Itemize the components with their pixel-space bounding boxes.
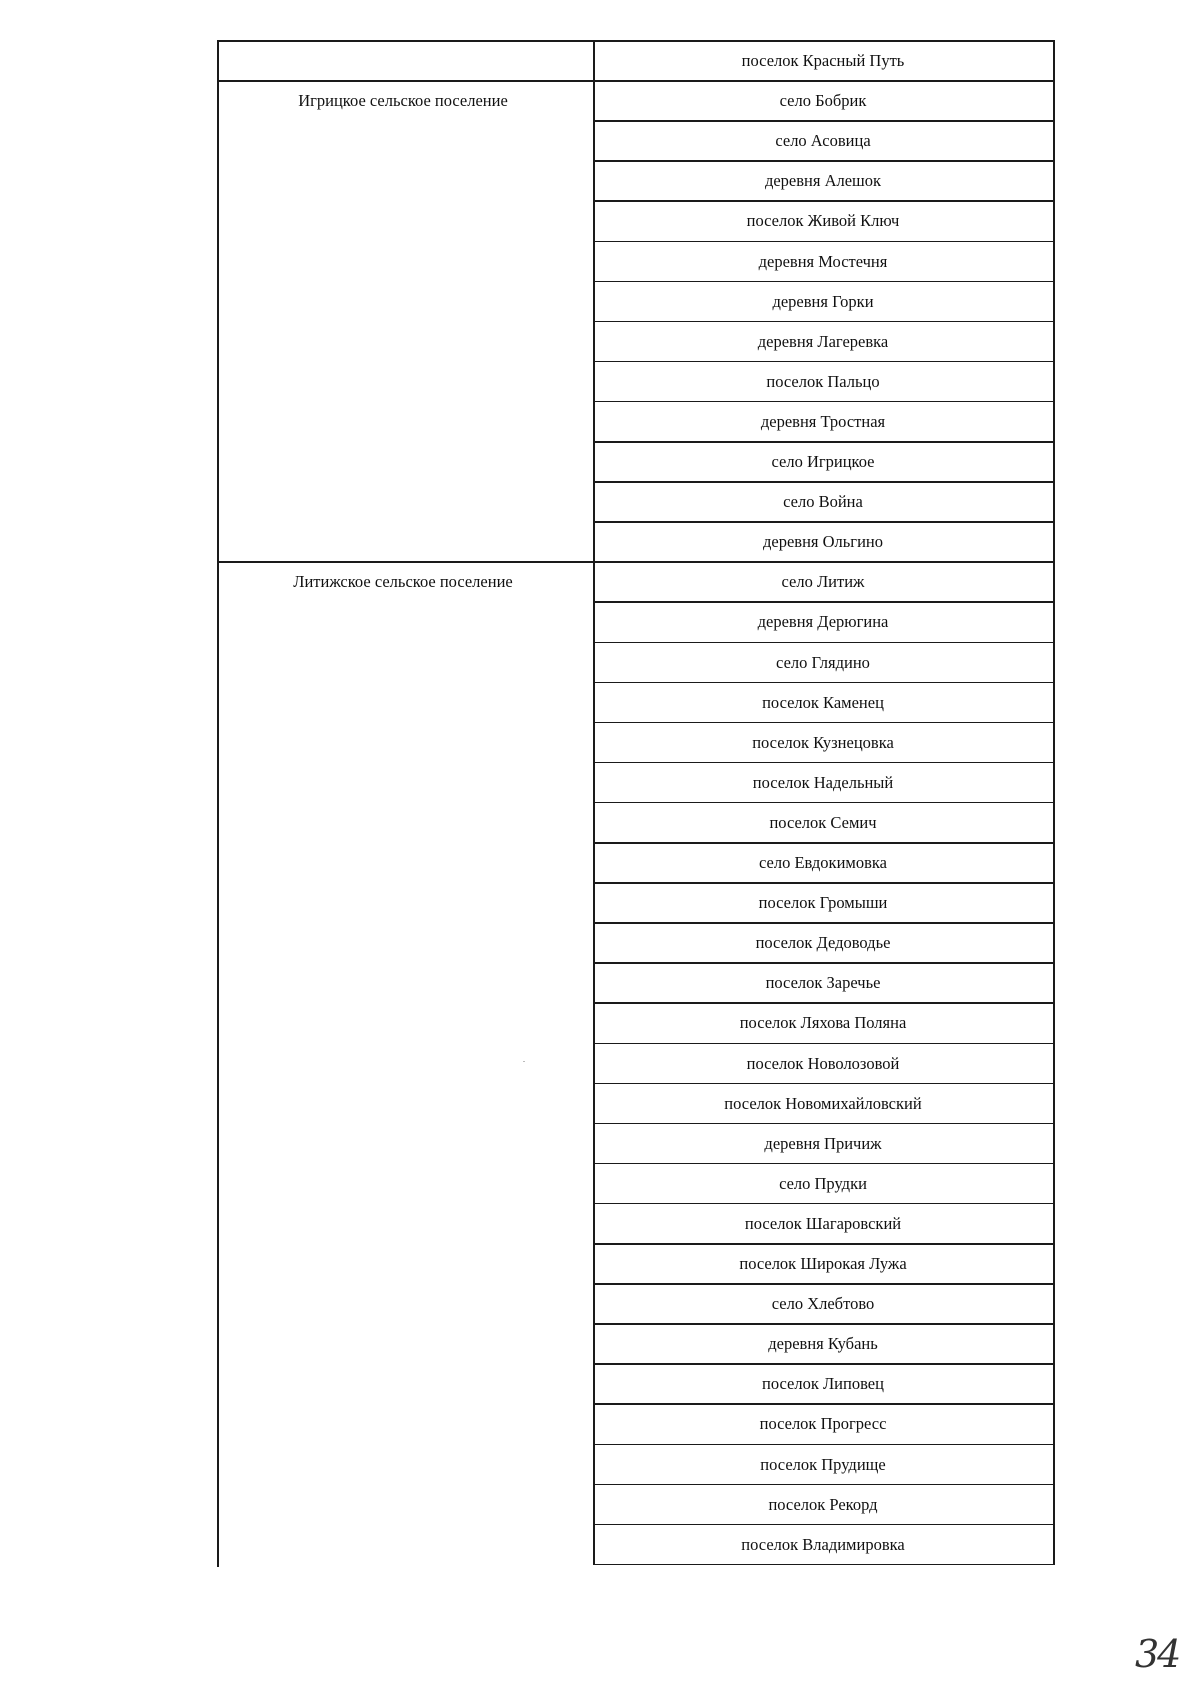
locality-cell: деревня Мостечня	[758, 251, 888, 271]
locality-cell: поселок Ляхова Поляна	[739, 1013, 907, 1033]
locality-cell: поселок Владимировка	[741, 1534, 905, 1554]
locality-cell: село Асовица	[775, 131, 871, 151]
locality-cell: поселок Кузнецовка	[752, 732, 894, 752]
row-divider	[593, 882, 1055, 884]
row-divider	[593, 601, 1055, 603]
settlement-divider	[217, 561, 593, 563]
row-divider	[593, 1323, 1055, 1325]
row-divider	[593, 561, 1055, 563]
locality-cell: село Литиж	[781, 572, 865, 592]
row-divider	[593, 1444, 1055, 1446]
locality-cell: село Хлебтово	[771, 1294, 875, 1314]
locality-cell: поселок Громыши	[758, 893, 888, 913]
row-divider	[593, 1283, 1055, 1285]
locality-cell: поселок Широкая Лужа	[739, 1254, 907, 1273]
locality-cell: поселок Пальцо	[766, 371, 880, 391]
page-number: 34	[1135, 1632, 1180, 1676]
row-divider	[593, 802, 1055, 804]
row-divider	[593, 80, 1055, 82]
locality-cell: поселок Живой Ключ	[746, 211, 900, 231]
settlement-name: Литижское сельское поселение	[293, 572, 513, 592]
row-divider	[593, 962, 1055, 964]
row-divider	[593, 200, 1055, 202]
locality-cell: деревня Причиж	[764, 1133, 882, 1153]
row-divider	[593, 1363, 1055, 1365]
locality-cell: поселок Каменец	[762, 692, 884, 712]
locality-cell: деревня Алешок	[764, 171, 882, 191]
row-divider	[593, 521, 1055, 523]
row-divider	[593, 1163, 1055, 1165]
locality-cell: село Евдокимовка	[759, 853, 887, 872]
row-divider	[593, 281, 1055, 283]
locality-cell: поселок Шагаровский	[744, 1213, 902, 1233]
locality-cell: деревня Тростная	[760, 411, 886, 431]
row-divider	[593, 1243, 1055, 1245]
row-divider	[593, 842, 1055, 844]
locality-cell: деревня Горки	[772, 291, 874, 311]
locality-cell: деревня Ольгино	[763, 532, 883, 552]
row-divider	[593, 1002, 1055, 1004]
locality-cell: село Бобрик	[779, 91, 867, 111]
row-divider	[593, 1123, 1055, 1125]
locality-cell: поселок Заречье	[765, 973, 881, 993]
scan-speck	[523, 1061, 525, 1062]
row-divider	[593, 682, 1055, 684]
locality-cell: поселок Новолозовой	[746, 1053, 900, 1073]
locality-cell: село Глядино	[776, 652, 870, 672]
locality-cell: поселок Прудище	[760, 1454, 886, 1474]
row-divider	[593, 1083, 1055, 1085]
row-divider	[593, 762, 1055, 764]
settlement-name: Игрицкое сельское поселение	[298, 91, 508, 111]
row-divider	[593, 361, 1055, 363]
row-divider	[593, 401, 1055, 403]
locality-cell: поселок Семич	[769, 812, 877, 832]
locality-cell: поселок Новомихайловский	[724, 1093, 922, 1113]
row-divider	[593, 120, 1055, 122]
locality-cell: село Прудки	[779, 1173, 867, 1193]
row-divider	[593, 321, 1055, 323]
settlement-divider	[217, 80, 593, 82]
table-left-border	[217, 40, 219, 1567]
locality-cell: поселок Дедоводье	[755, 933, 891, 953]
locality-cell: деревня Кубань	[768, 1334, 878, 1354]
locality-cell: деревня Дерюгина	[757, 612, 889, 632]
row-divider	[593, 441, 1055, 443]
locality-cell: поселок Липовец	[762, 1374, 884, 1394]
table-top-border	[217, 40, 1055, 42]
locality-cell: деревня Лагеревка	[757, 331, 889, 351]
locality-cell: поселок Надельный	[752, 772, 894, 792]
locality-cell: село Война	[783, 492, 863, 512]
locality-cell: поселок Красный Путь	[741, 51, 905, 70]
row-divider	[593, 160, 1055, 162]
locality-cell: поселок Рекорд	[768, 1494, 878, 1514]
row-divider	[593, 722, 1055, 724]
locality-cell: поселок Прогресс	[759, 1414, 887, 1434]
row-divider	[593, 481, 1055, 483]
row-divider	[593, 922, 1055, 924]
row-divider	[593, 1524, 1055, 1526]
row-divider	[593, 241, 1055, 243]
row-divider	[593, 1043, 1055, 1045]
row-divider	[593, 1484, 1055, 1486]
locality-cell: село Игрицкое	[771, 452, 875, 471]
row-divider	[593, 1564, 1055, 1566]
row-divider	[593, 1403, 1055, 1405]
row-divider	[593, 1203, 1055, 1205]
row-divider	[593, 642, 1055, 644]
